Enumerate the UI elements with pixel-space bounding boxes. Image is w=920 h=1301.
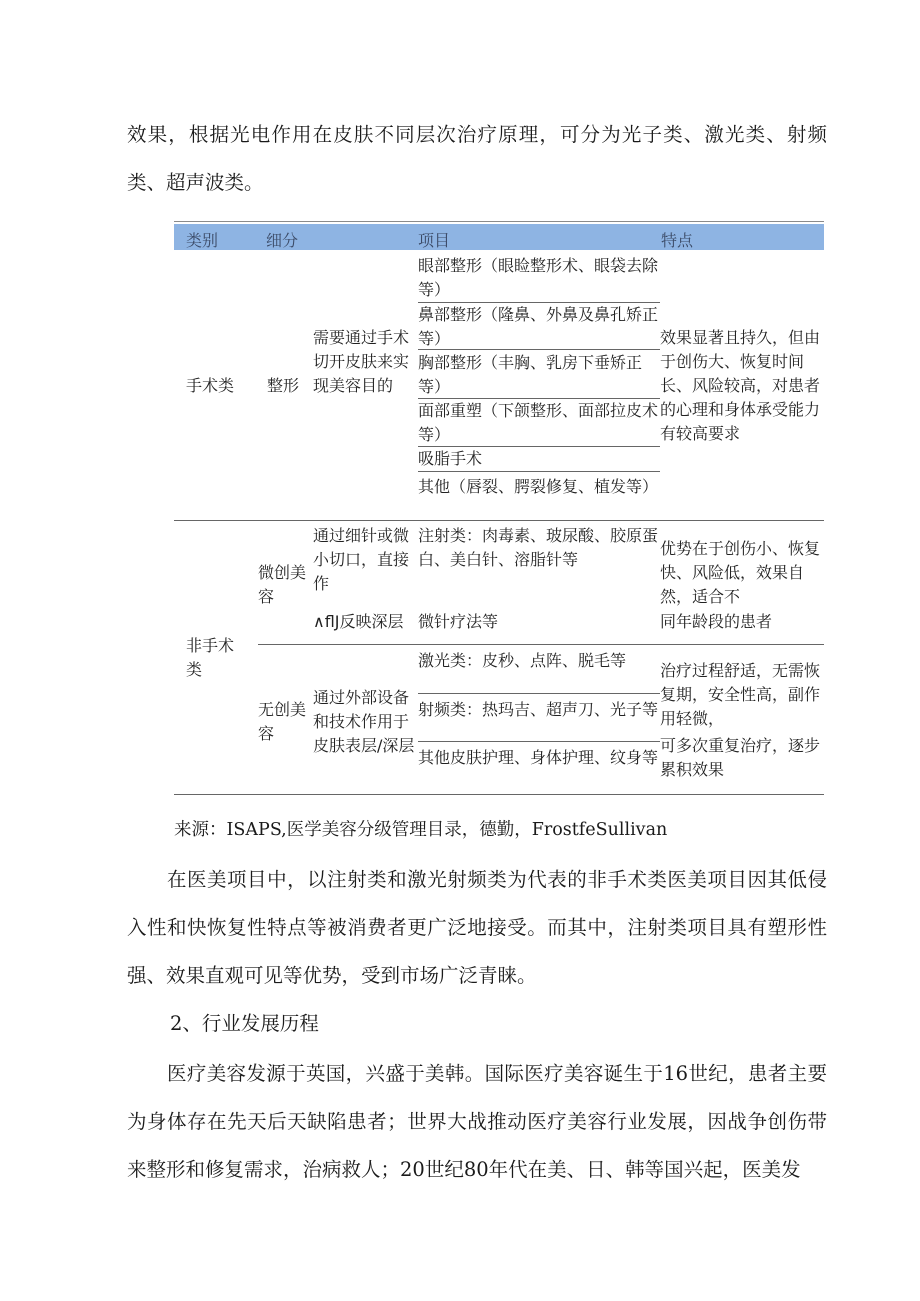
minimally-invasive-features: 优势在于创伤小、恢复快、风险低，效果自然，适合不 [660, 539, 821, 606]
minimally-invasive-description: 通过细针或微小切口，直接作 [313, 526, 410, 593]
section-divider [174, 520, 824, 521]
row-divider [418, 471, 660, 472]
table-top-border [174, 221, 824, 222]
table-header-row [174, 224, 824, 250]
intro-paragraph: 效果，根据光电作用在皮肤不同层次治疗原理，可分为光子类、激光类、射频类、超声波类。 [127, 123, 827, 194]
injection-project: 注射类：肉毒素、玻尿酸、胶原蛋白、美白针、溶脂针等 [418, 526, 659, 569]
microneedle-project: 微针疗法等 [418, 612, 499, 631]
other-care-project: 其他皮肤护理、身体护理、纹身等 [418, 748, 659, 767]
non-invasive-features-2: 可多次重复治疗，逐步累积效果 [660, 736, 821, 779]
section-heading: 2、行业发展历程 [170, 1012, 319, 1035]
surgical-subcategory: 整形 [267, 376, 300, 395]
surgical-project-1: 眼部整形（眼睑整形术、眼袋去除等） [418, 256, 659, 299]
table-source-note: 来源：ISAPS,医学美容分级管理目录，德勤，FrostfeSullivan [174, 820, 668, 840]
subsection-divider [258, 644, 824, 645]
body-paragraph: 在医美项目中，以注射类和激光射频类为代表的非手术类医美项目因其低侵入性和快恢复性特点等被消费者更广泛地接受。而其中，注射类项目具有塑形性强、效果直观可见等优势，受到市场广泛青睐。 [127, 868, 827, 987]
header-category: 类别 [186, 231, 219, 250]
non-surgical-category: 非手术类 [186, 636, 235, 679]
radiofrequency-project: 射频类：热玛吉、超声刀、光子等 [418, 700, 659, 719]
laser-project: 激光类：皮秒、点阵、脱毛等 [418, 651, 627, 670]
row-divider [418, 693, 660, 694]
non-invasive-subcategory: 无创美容 [258, 700, 307, 743]
non-invasive-description: 通过外部设备和技术作用于皮肤表层/深层 [313, 688, 415, 755]
body-paragraph-history: 医疗美容发源于英国，兴盛于美韩。国际医疗美容诞生于16世纪，患者主要为身体存在先天后天缺陷患者；世界大战推动医疗美容行业发展，因战争创伤带来整形和修复需求，治病救人；20世纪80年代在美、日、韩等国兴起，医美发 [127, 1062, 827, 1181]
non-invasive-features: 治疗过程舒适，无需恢复期，安全性高，副作用轻微， [660, 661, 821, 728]
surgical-project-2: 鼻部整形（隆鼻、外鼻及鼻孔矫正等） [418, 305, 659, 348]
surgical-description: 需要通过手术切开皮肤来实现美容目的 [313, 328, 410, 395]
header-subcategory: 细分 [266, 231, 299, 250]
surgical-category: 手术类 [186, 376, 235, 395]
row-divider [418, 349, 660, 350]
surgical-project-3: 胸部整形（丰胸、乳房下垂矫正等） [418, 353, 643, 396]
header-features: 特点 [661, 231, 694, 250]
minimally-invasive-features-2: 同年龄段的患者 [660, 612, 773, 631]
aesthetics-classification-table [174, 221, 824, 795]
minimally-invasive-depth: ∧flJ反映深层 [313, 612, 404, 631]
row-divider [418, 741, 660, 742]
surgical-project-4: 面部重塑（下颌整形、面部拉皮术等） [418, 401, 659, 444]
surgical-project-6: 其他（唇裂、腭裂修复、植发等） [418, 477, 659, 496]
table-bottom-border [174, 794, 824, 795]
header-project: 项目 [418, 231, 451, 250]
surgical-features: 效果显著且持久，但由于创伤大、恢复时间长、风险较高，对患者的心理和身体承受能力有较高要求 [660, 328, 821, 443]
minimally-invasive-subcategory: 微创美容 [258, 563, 307, 606]
surgical-project-5: 吸脂手术 [418, 449, 483, 468]
